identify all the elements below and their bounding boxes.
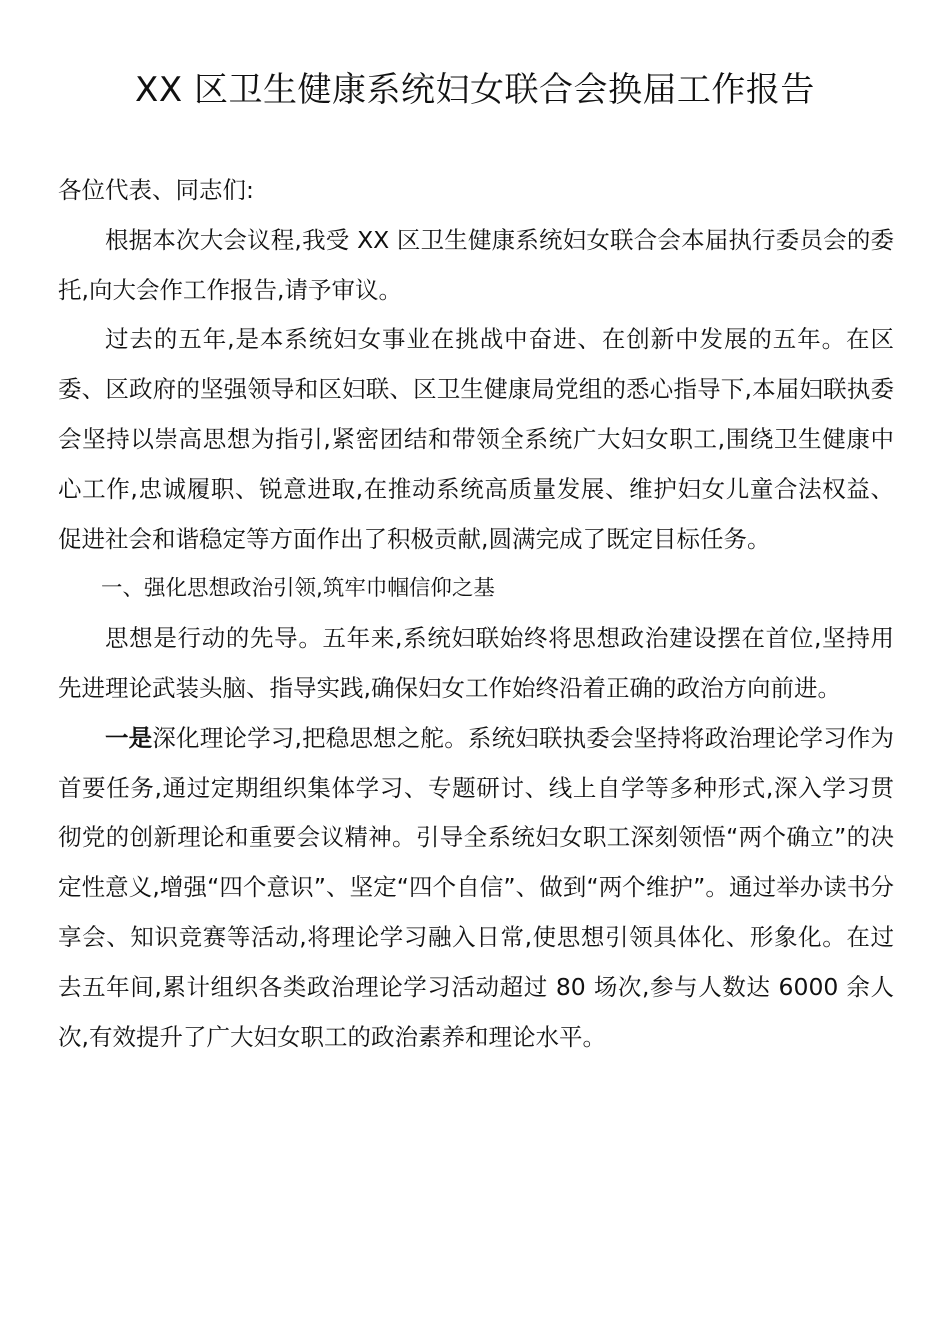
- salutation: 各位代表、同志们:: [58, 176, 254, 204]
- point-one-text: 深化理论学习,把稳思想之舵。系统妇联执委会坚持将政治理论学习作为首要任务,通过定期组织集体学习、专题研讨、线上自学等多种形式,深入学习贯彻党的创新理论和重要会议精神。引导全系统妇女职工深刻领悟“两个确立”的决定性意义,增强“四个意识”、坚定“四个自信”、做到“两个维护”。通过举办读书分享会、知识竞赛等活动,将理论学习融入日常,使思想引领具体化、形象化。在过去五年间,累计组织各类政治理论学习活动超过 80 场次,参与人数达 6000 余人次,有效提升了广大妇女职工的政治素养和理论水平。: [58, 723, 894, 1051]
- section-intro-paragraph: 思想是行动的先导。五年来,系统妇联始终将思想政治建设摆在首位,坚持用先进理论武装头脑、指导实践,确保妇女工作始终沿着正确的政治方向前进。: [58, 624, 894, 702]
- review-paragraph: 过去的五年,是本系统妇女事业在挑战中奋进、在创新中发展的五年。在区委、区政府的坚强领导和区妇联、区卫生健康局党组的悉心指导下,本届妇联执委会坚持以崇高思想为指引,紧密团结和带领全系统广大妇女职工,围绕卫生健康中心工作,忠诚履职、锐意进取,在推动系统高质量发展、维护妇女儿童合法权益、促进社会和谐稳定等方面作出了积极贡献,圆满完成了既定目标任务。: [58, 325, 894, 553]
- document-body: [58, 166, 894, 1062]
- point-one-paragraph: [58, 714, 894, 1063]
- point-one-lead: 一是: [105, 723, 153, 752]
- section-heading: 一、强化思想政治引领,筑牢巾帼信仰之基: [101, 576, 495, 602]
- document-title: XX 区卫生健康系统妇女联合会换届工作报告: [135, 70, 815, 110]
- intro-paragraph: 根据本次大会议程,我受 XX 区卫生健康系统妇女联合会本届执行委员会的委托,向大会作工作报告,请予审议。: [58, 225, 894, 304]
